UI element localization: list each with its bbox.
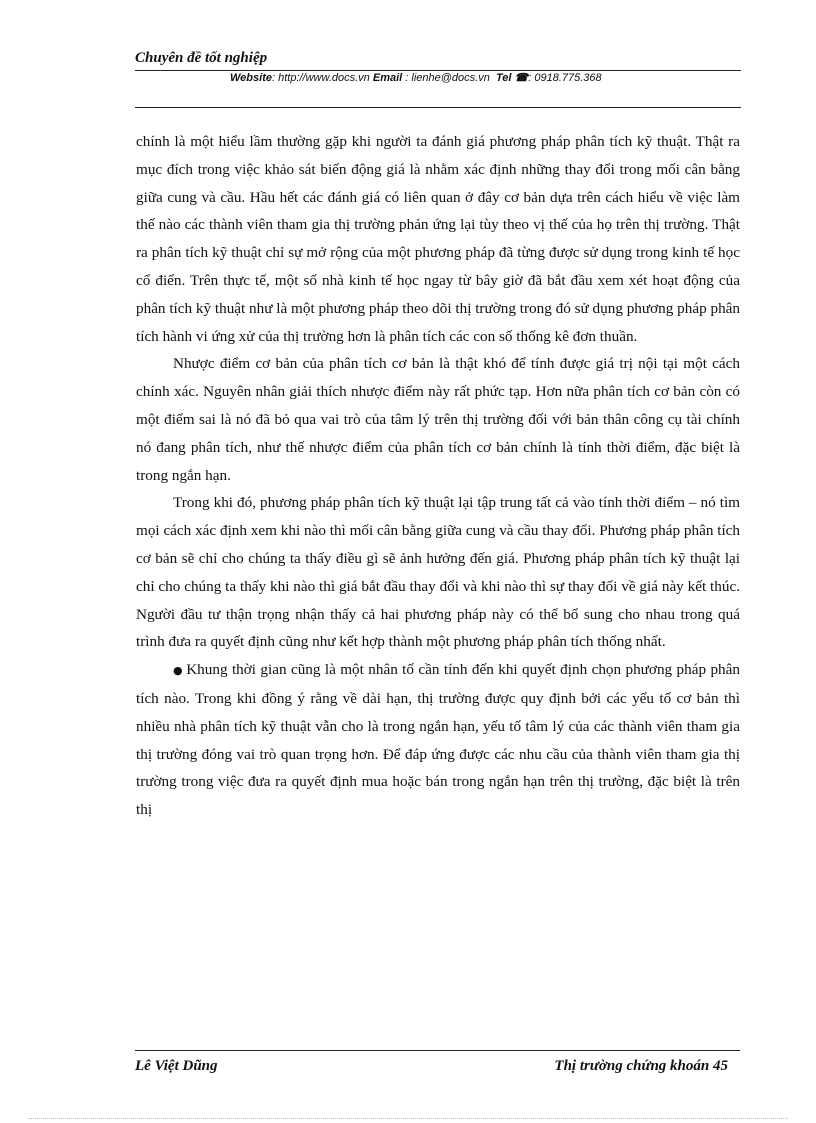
footer-subject-page: Thị trường chứng khoán 45	[554, 1058, 728, 1074]
tel-label: Tel	[495, 72, 512, 84]
header-contact-line	[135, 71, 741, 85]
website-label: Website	[230, 72, 272, 84]
page-header	[135, 48, 741, 108]
bullet-icon: ●	[173, 664, 184, 678]
paragraph-2: Nhược điểm cơ bản của phân tích cơ bản là thật khó để tính được giá trị nội tại một cách chính xác. Nguyên nhân giải thích nhược điểm này rất phức tạp. Hơn nữa phân tích cơ bản còn có một điểm sai là nó đã bỏ qua vai trò của tâm lý trên thị trường đối với bản thân công cụ tài chính nó đang phân tích, như thế nhược điểm của phân tích cơ bản chính là tính thời điểm, đặc biệt là trong ngắn hạn.	[136, 355, 740, 484]
footer-divider	[135, 1050, 740, 1051]
document-body	[136, 128, 740, 824]
email-value: : lienhe@docs.vn	[402, 72, 490, 84]
phone-icon: ☎	[514, 72, 529, 84]
paragraph-4: Khung thời gian cũng là một nhân tố cần tính đến khi quyết định chọn phương pháp phân tích nào. Trong khi đồng ý rằng về dài hạn, thị trường được quy định bởi các yếu tố cơ bản thì nhiều nhà phân tích kỹ thuật vẫn cho là trong ngắn hạn, yếu tố tâm lý của các thành viên tham gia thị trường đóng vai trò quan trọng hơn. Để đáp ứng được các nhu cầu của thành viên tham gia thị trường trong việc đưa ra quyết định mua hoặc bán trong ngắn hạn trên thị trường, đặc biệt là trên thị	[136, 661, 740, 819]
document-title: Chuyên đề tốt nghiệp	[135, 50, 268, 66]
website-value: : http://www.docs.vn	[271, 72, 370, 84]
page-footer	[135, 1050, 740, 1076]
bullet-paragraph	[136, 656, 740, 824]
tel-value: : 0918.775.368	[528, 72, 602, 84]
footer-author: Lê Việt Dũng	[135, 1058, 218, 1074]
paragraph-1: chính là một hiểu lầm thường gặp khi người ta đánh giá phương pháp phân tích kỹ thuật. Thật ra mục đích trong việc khảo sát biến động giá là nhằm xác định những thay đổi trong mối cân bằng giữa cung và cầu. Hầu hết các đánh giá có liên quan ở đây cơ bản dựa trên cách hiểu về việc làm thế nào các thành viên tham gia thị trường phản ứng lại tùy theo vị thế của họ trên thị trường. Thật ra phân tích kỹ thuật chỉ sự mở rộng của một phương pháp đã từng được sử dụng trong kinh tế học cổ điển. Trên thực tế, một số nhà kinh tế học ngay từ bây giờ đã bắt đầu xem xét hoạt động của phân tích kỹ thuật như là một phương pháp theo dõi thị trường trong đó sử dụng phương pháp phân tích hành vi ứng xử của thị trường hơn là phân tích các con số thống kê đơn thuần.	[136, 133, 740, 345]
header-divider-bottom	[135, 107, 741, 108]
page-edge-divider	[28, 1118, 788, 1119]
paragraph-3: Trong khi đó, phương pháp phân tích kỹ thuật lại tập trung tất cả vào tính thời điểm – nó tìm mọi cách xác định xem khi nào thì mối cân bằng giữa cung và cầu thay đổi. Phương pháp phân tích cơ bản sẽ chỉ cho chúng ta thấy điều gì sẽ ảnh hưởng đến giá. Phương pháp phân tích kỹ thuật lại chỉ cho chúng ta thấy khi nào thì giá bắt đầu thay đổi và khi nào thì sự thay đổi về giá này kết thúc. Người đầu tư thận trọng nhận thấy cả hai phương pháp này có thể bổ sung cho nhau trong quá trình đưa ra quyết định cũng như kết hợp thành một phương pháp phân tích thống nhất.	[136, 494, 740, 651]
email-label: Email	[372, 72, 403, 84]
